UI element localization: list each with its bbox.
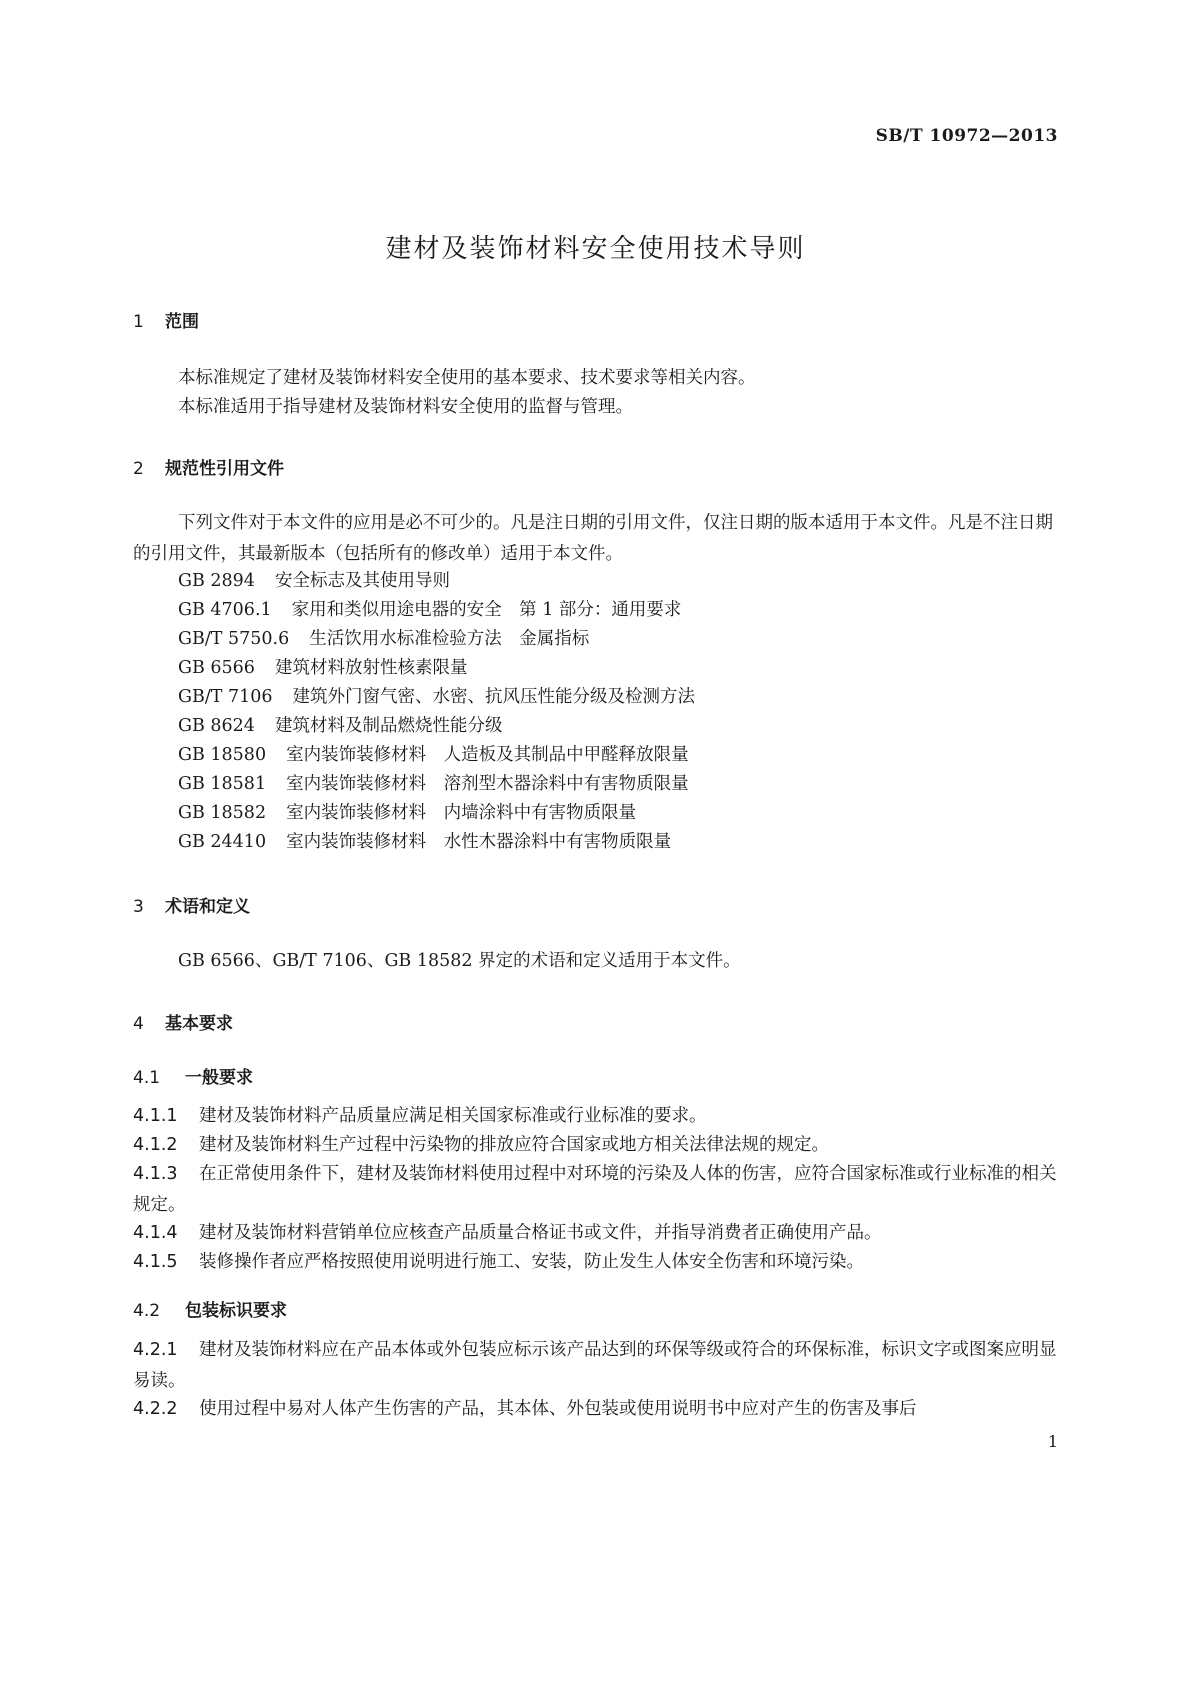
- ref-item: [178, 566, 450, 597]
- subsection-heading-packaging: [133, 1296, 287, 1321]
- clause-number: 4.2.1: [133, 1340, 178, 1360]
- ref-code: GB 4706.1: [178, 600, 272, 620]
- clause-text: 使用过程中易对人体产生伤害的产品，其本体、外包装或使用说明书中应对产生的伤害及事后: [199, 1399, 917, 1419]
- ref-item: [178, 827, 671, 858]
- ref-code: GB 18581: [178, 774, 267, 794]
- ref-item: [178, 711, 502, 742]
- clause-4-1-2: [133, 1130, 1058, 1161]
- section-title: 基本要求: [165, 1014, 233, 1034]
- ref-code: GB 24410: [178, 832, 267, 852]
- clause-4-2-2: [133, 1394, 1058, 1425]
- ref-title: 安全标志及其使用导则: [274, 571, 450, 591]
- clause-number: 4.1.2: [133, 1135, 178, 1155]
- scope-paragraph-1: 本标准规定了建材及装饰材料安全使用的基本要求、技术要求等相关内容。: [178, 368, 756, 388]
- clause-text: 建材及装饰材料生产过程中污染物的排放应符合国家或地方相关法律法规的规定。: [199, 1135, 829, 1155]
- ref-title: 建筑外门窗气密、水密、抗风压性能分级及检测方法: [292, 687, 696, 707]
- ref-title: 室内装饰装修材料 人造板及其制品中甲醛释放限量: [286, 745, 689, 765]
- ref-item: [178, 653, 467, 684]
- section-number: 3: [133, 897, 144, 917]
- section-heading-basic-requirements: [133, 1009, 233, 1034]
- ref-code: GB 18580: [178, 745, 267, 765]
- section-title: 规范性引用文件: [165, 459, 284, 479]
- section-heading-normative: [133, 454, 284, 479]
- clause-4-1-3: [133, 1159, 1058, 1221]
- ref-item: [178, 798, 636, 829]
- subsection-title: 一般要求: [185, 1068, 253, 1088]
- section-title: 术语和定义: [165, 897, 250, 917]
- section-number: 2: [133, 459, 144, 479]
- ref-code: GB 8624: [178, 716, 255, 736]
- page-number: 1: [1047, 1432, 1058, 1451]
- clause-number: 4.1.3: [133, 1164, 178, 1184]
- clause-text: 建材及装饰材料营销单位应核查产品质量合格证书或文件，并指导消费者正确使用产品。: [199, 1223, 882, 1243]
- ref-title: 室内装饰装修材料 溶剂型木器涂料中有害物质限量: [286, 774, 689, 794]
- clause-4-1-5: [133, 1247, 1058, 1278]
- ref-code: GB 6566: [178, 658, 255, 678]
- ref-title: 室内装饰装修材料 内墙涂料中有害物质限量: [286, 803, 637, 823]
- ref-code: GB/T 5750.6: [178, 629, 290, 649]
- clause-number: 4.2.2: [133, 1399, 178, 1419]
- ref-title: 建筑材料放射性核素限量: [274, 658, 468, 678]
- section-number: 4: [133, 1014, 144, 1034]
- clause-4-1-1: [133, 1101, 1058, 1132]
- ref-item: [178, 624, 589, 655]
- normative-intro: 下列文件对于本文件的应用是必不可少的。凡是注日期的引用文件，仅注日期的版本适用于本文件。凡是不注日期的引用文件，其最新版本（包括所有的修改单）适用于本文件。: [133, 513, 1053, 564]
- section-number: 1: [133, 312, 144, 332]
- clause-text: 装修操作者应严格按照使用说明进行施工、安装，防止发生人体安全伤害和环境污染。: [199, 1252, 864, 1272]
- section-heading-scope: [133, 307, 199, 332]
- terms-paragraph: GB 6566、GB/T 7106、GB 18582 界定的术语和定义适用于本文件。: [178, 951, 741, 971]
- section-heading-terms: [133, 892, 250, 917]
- clause-number: 4.1.1: [133, 1106, 178, 1126]
- ref-title: 生活饮用水标准检验方法 金属指标: [309, 629, 590, 649]
- clause-number: 4.1.5: [133, 1252, 178, 1272]
- ref-item: [178, 740, 689, 771]
- ref-title: 家用和类似用途电器的安全 第 1 部分：通用要求: [291, 600, 682, 620]
- ref-code: GB 18582: [178, 803, 267, 823]
- standard-code: SB/T 10972—2013: [875, 126, 1058, 146]
- ref-item: [178, 682, 695, 713]
- clause-text: 在正常使用条件下，建材及装饰材料使用过程中对环境的污染及人体的伤害，应符合国家标准或行业标准的相关规定。: [133, 1164, 1057, 1215]
- section-title: 范围: [165, 312, 199, 332]
- ref-code: GB 2894: [178, 571, 255, 591]
- ref-code: GB/T 7106: [178, 687, 273, 707]
- scope-paragraph-2: 本标准适用于指导建材及装饰材料安全使用的监督与管理。: [178, 397, 633, 417]
- document-title: 建材及装饰材料安全使用技术导则: [385, 234, 806, 264]
- clause-number: 4.1.4: [133, 1223, 178, 1243]
- ref-title: 室内装饰装修材料 水性木器涂料中有害物质限量: [286, 832, 672, 852]
- ref-item: [178, 595, 681, 626]
- ref-title: 建筑材料及制品燃烧性能分级: [274, 716, 503, 736]
- clause-4-2-1: [133, 1335, 1058, 1397]
- clause-4-1-4: [133, 1218, 1058, 1249]
- subsection-title: 包装标识要求: [185, 1301, 287, 1321]
- clause-text: 建材及装饰材料应在产品本体或外包装应标示该产品达到的环保等级或符合的环保标准，标识文字或图案应明显易读。: [133, 1340, 1057, 1391]
- clause-text: 建材及装饰材料产品质量应满足相关国家标准或行业标准的要求。: [199, 1106, 707, 1126]
- subsection-number: 4.2: [133, 1301, 161, 1321]
- subsection-heading-general: [133, 1063, 253, 1088]
- ref-item: [178, 769, 689, 800]
- subsection-number: 4.1: [133, 1068, 161, 1088]
